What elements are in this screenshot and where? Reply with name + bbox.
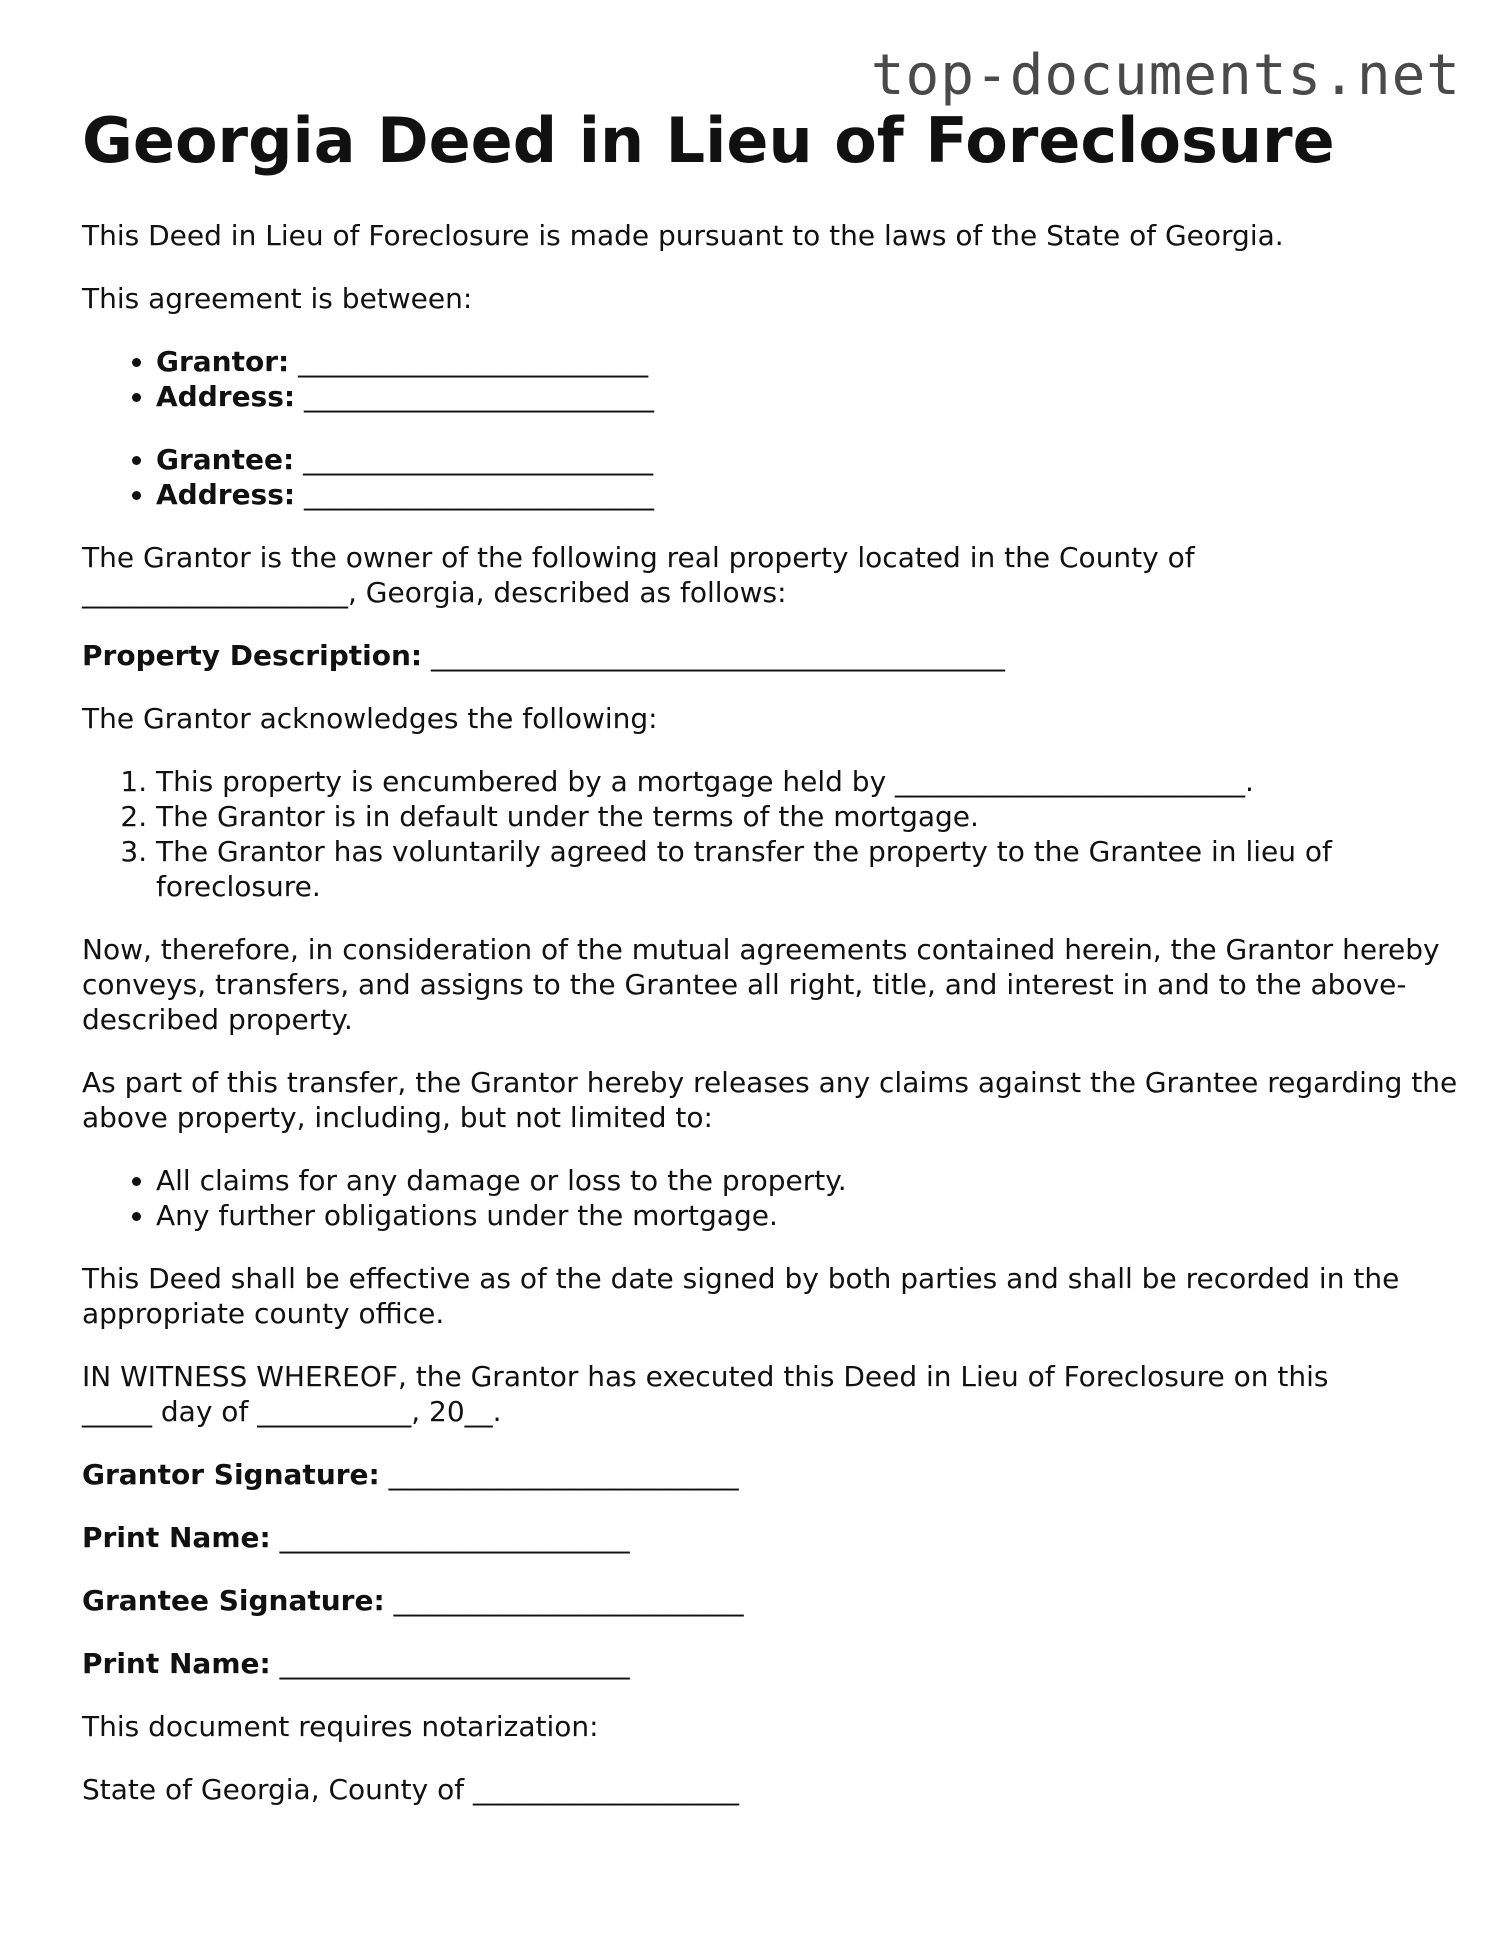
- field-label: Print Name:: [82, 1521, 271, 1554]
- field-label: Grantor Signature:: [82, 1458, 380, 1491]
- owner-statement-end: , Georgia, described as follows:: [348, 576, 787, 609]
- document-title: Georgia Deed in Lieu of Foreclosure: [82, 104, 1335, 177]
- witness-text: IN WITNESS WHEREOF, the Grantor has executed this Deed in Lieu of Foreclosure on this: [82, 1360, 1329, 1393]
- field-label: Address:: [156, 478, 296, 511]
- acknowledges-intro: The Grantor acknowledges the following:: [82, 702, 658, 735]
- acknowledgement-text: The Grantor has voluntarily agreed to transfer the property to the Grantee in lieu of foreclosure.: [156, 835, 1332, 903]
- mortgage-holder-blank: _________________________: [895, 765, 1246, 798]
- release-paragraph: As part of this transfer, the Grantor hereby releases any claims against the Grantee regarding the above property, including, but not limited to:: [82, 1066, 1458, 1134]
- grantee-fields-list: [82, 442, 1462, 512]
- field-label: Address:: [156, 380, 296, 413]
- acknowledgements-list: [82, 764, 1462, 904]
- grantor-name-field: [156, 344, 1462, 379]
- punctuation: .: [1245, 765, 1254, 798]
- blank-line: _________________________: [298, 345, 649, 378]
- year-prefix: , 20: [411, 1395, 465, 1428]
- effective-paragraph: This Deed shall be effective as of the date signed by both parties and shall be recorded in the appropriate county office.: [82, 1262, 1400, 1330]
- blank-line: _________________________: [279, 1521, 630, 1554]
- grantor-print-name-field: [82, 1520, 1462, 1555]
- acknowledgement-text: This property is encumbered by a mortgage held by: [156, 765, 887, 798]
- witness-paragraph: [82, 1359, 1462, 1429]
- grantor-fields-list: [82, 344, 1462, 414]
- field-label: Grantee:: [156, 443, 295, 476]
- blank-line: _________________________: [388, 1458, 739, 1491]
- day-blank: _____: [82, 1395, 152, 1428]
- field-label: Property Description:: [82, 639, 423, 672]
- grantee-name-field: [156, 442, 1462, 477]
- acknowledgement-item: [156, 834, 1462, 904]
- blank-line: _________________________: [393, 1584, 744, 1617]
- release-items-list: [82, 1163, 1462, 1233]
- field-label: Grantor:: [156, 345, 290, 378]
- field-label: Print Name:: [82, 1647, 271, 1680]
- blank-line: _________________________: [303, 443, 654, 476]
- punctuation: .: [492, 1395, 502, 1428]
- blank-line: _________________________: [304, 478, 654, 511]
- grantor-address-field: [156, 379, 1462, 414]
- blank-line: _________________________: [304, 380, 654, 413]
- owner-statement-text: The Grantor is the owner of the following real property located in the County of: [82, 541, 1195, 574]
- grantor-signature-field: [82, 1457, 1462, 1492]
- intro-paragraph: This Deed in Lieu of Foreclosure is made pursuant to the laws of the State of Georgia.: [82, 219, 1284, 252]
- blank-line: ___________________: [473, 1773, 740, 1806]
- release-item: • All claims for any damage or loss to the property.: [156, 1163, 1462, 1198]
- parties-intro: This agreement is between:: [82, 282, 473, 315]
- notarization-note: This document requires notarization:: [82, 1710, 599, 1743]
- year-blank: __: [464, 1395, 493, 1428]
- site-watermark: top-documents.net: [870, 43, 1461, 108]
- grantee-address-field: [156, 477, 1462, 512]
- county-blank: ___________________: [82, 576, 348, 609]
- acknowledgement-text: The Grantor is in default under the terms of the mortgage.: [156, 800, 979, 833]
- document-page: [82, 104, 1462, 1835]
- release-item: • Any further obligations under the mortgage.: [156, 1198, 1462, 1233]
- blank-line: _________________________: [279, 1647, 630, 1680]
- notary-county-text: State of Georgia, County of: [82, 1773, 465, 1806]
- blank-line: _________________________________________: [431, 639, 1005, 672]
- acknowledgement-item: [156, 764, 1462, 799]
- grantee-print-name-field: [82, 1646, 1462, 1681]
- owner-statement: [82, 540, 1462, 610]
- day-of-text: day of: [160, 1395, 249, 1428]
- notary-county-field: [82, 1772, 1462, 1807]
- property-description-field: [82, 638, 1462, 673]
- grantee-signature-field: [82, 1583, 1462, 1618]
- month-blank: ___________: [257, 1395, 412, 1428]
- conveyance-paragraph: Now, therefore, in consideration of the mutual agreements contained herein, the Grantor hereby conveys, transfers, and assigns to the Grantee all right, title, and interest in and to the above-described property.: [82, 933, 1440, 1036]
- acknowledgement-item: [156, 799, 1462, 834]
- field-label: Grantee Signature:: [82, 1584, 385, 1617]
